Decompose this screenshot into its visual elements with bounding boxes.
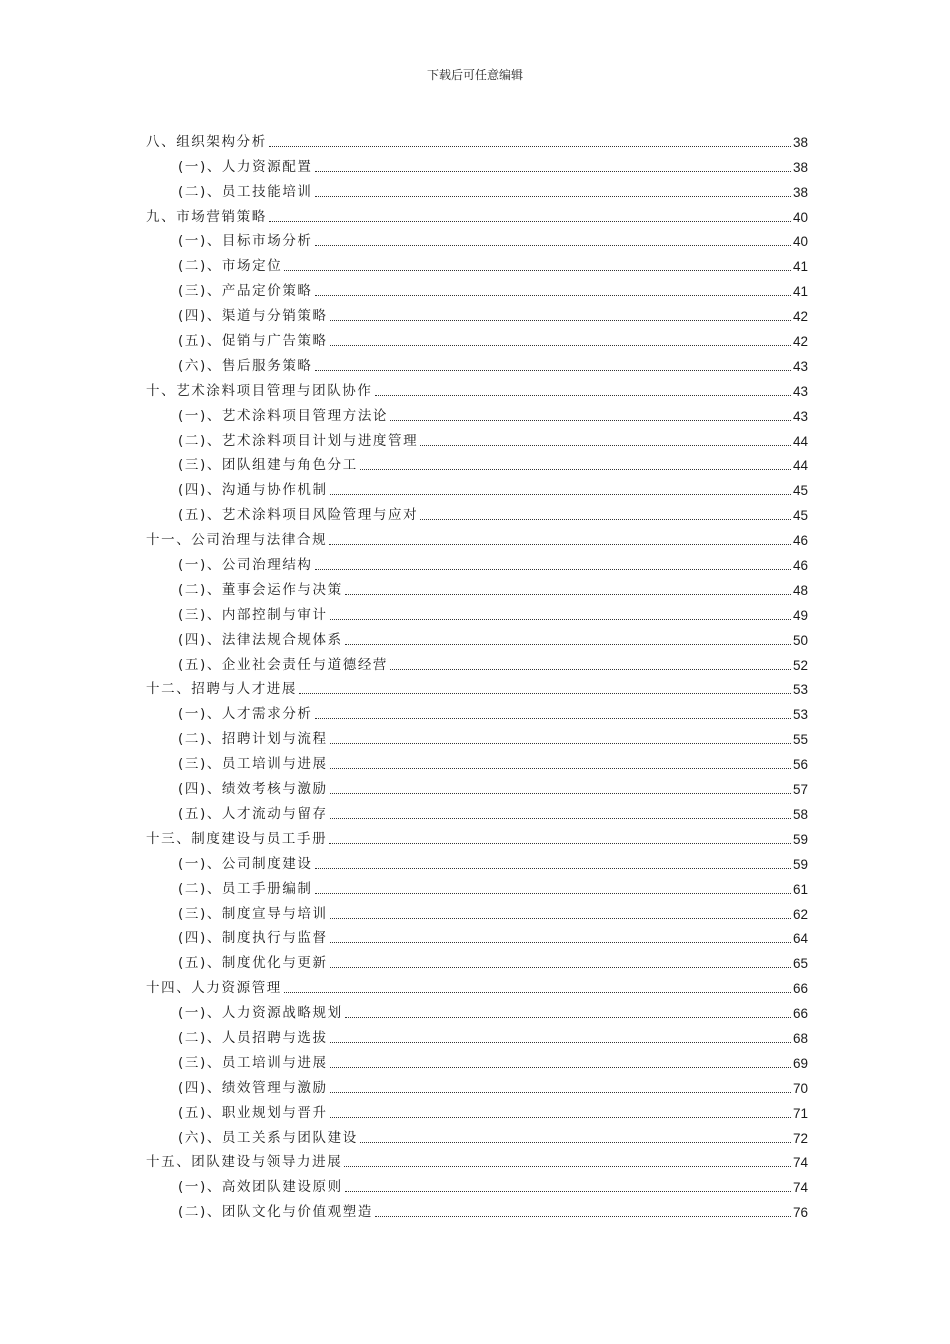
toc-entry-title: (三)、制度宣导与培训 [178, 905, 328, 922]
toc-page-number: 49 [792, 607, 808, 623]
dot-leader [345, 1016, 791, 1018]
toc-section-entry[interactable] [146, 649, 808, 674]
table-of-contents [146, 126, 808, 1221]
toc-entry-title: (二)、艺术涂料项目计划与进度管理 [178, 432, 419, 449]
dot-leader [315, 369, 791, 371]
toc-section-entry[interactable] [146, 773, 808, 798]
toc-page-number: 68 [792, 1030, 808, 1046]
toc-entry-title: (五)、企业社会责任与道德经营 [178, 656, 389, 673]
toc-chapter-entry[interactable] [146, 1147, 808, 1172]
toc-entry-title: (五)、艺术涂料项目风险管理与应对 [178, 507, 419, 524]
toc-chapter-entry[interactable] [146, 972, 808, 997]
dot-leader [390, 668, 791, 670]
toc-entry-title: (三)、产品定价策略 [178, 283, 313, 300]
toc-entry-title: (一)、人才需求分析 [178, 706, 313, 723]
toc-page-number: 59 [792, 831, 808, 847]
toc-page-number: 52 [792, 657, 808, 673]
toc-page-number: 57 [792, 782, 808, 798]
toc-entry-title: (五)、职业规划与晋升 [178, 1104, 328, 1121]
toc-page-number: 61 [792, 881, 808, 897]
toc-page-number: 43 [792, 383, 808, 399]
toc-entry-title: (三)、员工培训与进展 [178, 756, 328, 773]
toc-section-entry[interactable] [146, 1072, 808, 1097]
toc-entry-title: 九、市场营销策略 [146, 208, 267, 225]
toc-page-number: 64 [792, 931, 808, 947]
dot-leader [330, 618, 791, 620]
toc-entry-title: (四)、制度执行与监督 [178, 930, 328, 947]
dot-leader [269, 220, 791, 222]
dot-leader [375, 1215, 791, 1217]
toc-entry-title: (二)、员工技能培训 [178, 183, 313, 200]
toc-page-number: 53 [792, 707, 808, 723]
toc-page-number: 69 [792, 1055, 808, 1071]
toc-page-number: 42 [792, 334, 808, 350]
toc-page-number: 38 [792, 159, 808, 175]
toc-section-entry[interactable] [146, 400, 808, 425]
toc-page-number: 65 [792, 956, 808, 972]
toc-entry-title: (二)、员工手册编制 [178, 880, 313, 897]
toc-page-number: 46 [792, 533, 808, 549]
toc-section-entry[interactable] [146, 1122, 808, 1147]
dot-leader [315, 568, 791, 570]
toc-entry-title: (三)、内部控制与审计 [178, 606, 328, 623]
toc-page-number: 55 [792, 732, 808, 748]
toc-section-entry[interactable] [146, 947, 808, 972]
toc-section-entry[interactable] [146, 275, 808, 300]
toc-section-entry[interactable] [146, 624, 808, 649]
toc-section-entry[interactable] [146, 325, 808, 350]
toc-entry-title: (一)、人力资源战略规划 [178, 1005, 343, 1022]
toc-page-number: 44 [792, 433, 808, 449]
toc-section-entry[interactable] [146, 923, 808, 948]
toc-page-number: 53 [792, 682, 808, 698]
dot-leader [330, 966, 791, 968]
dot-leader [344, 1165, 791, 1167]
toc-page-number: 70 [792, 1080, 808, 1096]
toc-entry-title: (三)、团队组建与角色分工 [178, 457, 358, 474]
toc-entry-title: (三)、员工培训与进展 [178, 1054, 328, 1071]
dot-leader [284, 269, 791, 271]
dot-leader [390, 419, 791, 421]
toc-section-entry[interactable] [146, 425, 808, 450]
toc-page-number: 42 [792, 309, 808, 325]
toc-section-entry[interactable] [146, 350, 808, 375]
dot-leader [330, 917, 791, 919]
toc-section-entry[interactable] [146, 300, 808, 325]
toc-section-entry[interactable] [146, 450, 808, 475]
dot-leader [329, 543, 791, 545]
toc-chapter-entry[interactable] [146, 126, 808, 151]
toc-entry-title: (一)、目标市场分析 [178, 233, 313, 250]
toc-entry-title: (四)、绩效考核与激励 [178, 781, 328, 798]
dot-leader [345, 1190, 791, 1192]
toc-entry-title: 八、组织架构分析 [146, 133, 267, 150]
toc-entry-title: (一)、公司制度建设 [178, 855, 313, 872]
toc-section-entry[interactable] [146, 176, 808, 201]
toc-page-number: 56 [792, 757, 808, 773]
dot-leader [330, 792, 791, 794]
dot-leader [330, 767, 791, 769]
toc-page-number: 66 [792, 1006, 808, 1022]
toc-entry-title: (二)、市场定位 [178, 258, 283, 275]
toc-entry-title: (四)、绩效管理与激励 [178, 1079, 328, 1096]
toc-page-number: 72 [792, 1130, 808, 1146]
toc-entry-title: (六)、售后服务策略 [178, 357, 313, 374]
toc-chapter-entry[interactable] [146, 823, 808, 848]
toc-entry-title: (五)、人才流动与留存 [178, 805, 328, 822]
toc-entry-title: (二)、招聘计划与流程 [178, 731, 328, 748]
toc-page-number: 48 [792, 582, 808, 598]
dot-leader [330, 1066, 791, 1068]
toc-entry-title: (二)、董事会运作与决策 [178, 581, 343, 598]
toc-entry-title: (一)、公司治理结构 [178, 557, 313, 574]
toc-section-entry[interactable] [146, 250, 808, 275]
toc-section-entry[interactable] [146, 574, 808, 599]
toc-entry-title: (五)、制度优化与更新 [178, 955, 328, 972]
toc-section-entry[interactable] [146, 997, 808, 1022]
toc-page-number: 44 [792, 458, 808, 474]
toc-page-number: 40 [792, 209, 808, 225]
toc-chapter-entry[interactable] [146, 674, 808, 699]
dot-leader [330, 1091, 791, 1093]
dot-leader [315, 892, 791, 894]
dot-leader [375, 394, 791, 396]
toc-entry-title: (六)、员工关系与团队建设 [178, 1129, 358, 1146]
toc-section-entry[interactable] [146, 226, 808, 251]
dot-leader [330, 742, 791, 744]
dot-leader [345, 593, 791, 595]
toc-page-number: 38 [792, 184, 808, 200]
dot-leader [315, 244, 791, 246]
toc-entry-title: 十二、招聘与人才进展 [146, 681, 297, 698]
toc-section-entry[interactable] [146, 1097, 808, 1122]
toc-page-number: 58 [792, 806, 808, 822]
toc-entry-title: 十三、制度建设与员工手册 [146, 830, 328, 847]
toc-section-entry[interactable] [146, 1047, 808, 1072]
toc-section-entry[interactable] [146, 1171, 808, 1196]
toc-entry-title: (五)、促销与广告策略 [178, 333, 328, 350]
toc-page-number: 41 [792, 259, 808, 275]
toc-section-entry[interactable] [146, 549, 808, 574]
toc-section-entry[interactable] [146, 748, 808, 773]
toc-page-number: 76 [792, 1205, 808, 1221]
dot-leader [299, 692, 791, 694]
toc-entry-title: (一)、艺术涂料项目管理方法论 [178, 407, 389, 424]
dot-leader [330, 817, 791, 819]
toc-section-entry[interactable] [146, 599, 808, 624]
dot-leader [360, 1141, 791, 1143]
toc-entry-title: (四)、沟通与协作机制 [178, 482, 328, 499]
dot-leader [315, 170, 791, 172]
toc-page-number: 71 [792, 1105, 808, 1121]
dot-leader [330, 319, 791, 321]
dot-leader [330, 1041, 791, 1043]
toc-section-entry[interactable] [146, 698, 808, 723]
toc-chapter-entry[interactable] [146, 201, 808, 226]
dot-leader [330, 493, 791, 495]
toc-page-number: 74 [792, 1155, 808, 1171]
dot-leader [330, 344, 791, 346]
toc-chapter-entry[interactable] [146, 524, 808, 549]
toc-entry-title: 十四、人力资源管理 [146, 980, 282, 997]
toc-page-number: 38 [792, 134, 808, 150]
dot-leader [330, 941, 791, 943]
page-header: 下载后可任意编辑 [426, 68, 523, 82]
toc-entry-title: (一)、高效团队建设原则 [178, 1179, 343, 1196]
dot-leader [420, 518, 791, 520]
toc-entry-title: (四)、渠道与分销策略 [178, 308, 328, 325]
dot-leader [315, 717, 791, 719]
dot-leader [420, 444, 791, 446]
dot-leader [315, 294, 791, 296]
toc-section-entry[interactable] [146, 898, 808, 923]
dot-leader [360, 468, 791, 470]
dot-leader [315, 867, 791, 869]
toc-entry-title: (一)、人力资源配置 [178, 158, 313, 175]
toc-page-number: 40 [792, 234, 808, 250]
toc-entry-title: 十一、公司治理与法律合规 [146, 532, 328, 549]
toc-section-entry[interactable] [146, 474, 808, 499]
dot-leader [284, 991, 791, 993]
dot-leader [315, 195, 791, 197]
toc-page-number: 43 [792, 408, 808, 424]
toc-section-entry[interactable] [146, 1196, 808, 1221]
toc-section-entry[interactable] [146, 723, 808, 748]
toc-page-number: 50 [792, 632, 808, 648]
toc-section-entry[interactable] [146, 499, 808, 524]
toc-page-number: 46 [792, 558, 808, 574]
toc-section-entry[interactable] [146, 798, 808, 823]
toc-page-number: 41 [792, 284, 808, 300]
toc-entry-title: 十五、团队建设与领导力进展 [146, 1154, 343, 1171]
dot-leader [330, 1116, 791, 1118]
dot-leader [345, 643, 791, 645]
toc-entry-title: 十、艺术涂料项目管理与团队协作 [146, 382, 373, 399]
dot-leader [329, 842, 791, 844]
toc-entry-title: (二)、人员招聘与选拔 [178, 1029, 328, 1046]
toc-page-number: 59 [792, 856, 808, 872]
toc-page-number: 45 [792, 508, 808, 524]
toc-page-number: 74 [792, 1180, 808, 1196]
toc-entry-title: (四)、法律法规合规体系 [178, 631, 343, 648]
toc-page-number: 43 [792, 358, 808, 374]
toc-section-entry[interactable] [146, 873, 808, 898]
toc-page-number: 62 [792, 906, 808, 922]
dot-leader [269, 145, 791, 147]
toc-entry-title: (二)、团队文化与价值观塑造 [178, 1204, 373, 1221]
toc-section-entry[interactable] [146, 1022, 808, 1047]
toc-section-entry[interactable] [146, 848, 808, 873]
toc-page-number: 45 [792, 483, 808, 499]
toc-chapter-entry[interactable] [146, 375, 808, 400]
toc-section-entry[interactable] [146, 151, 808, 176]
toc-page-number: 66 [792, 981, 808, 997]
